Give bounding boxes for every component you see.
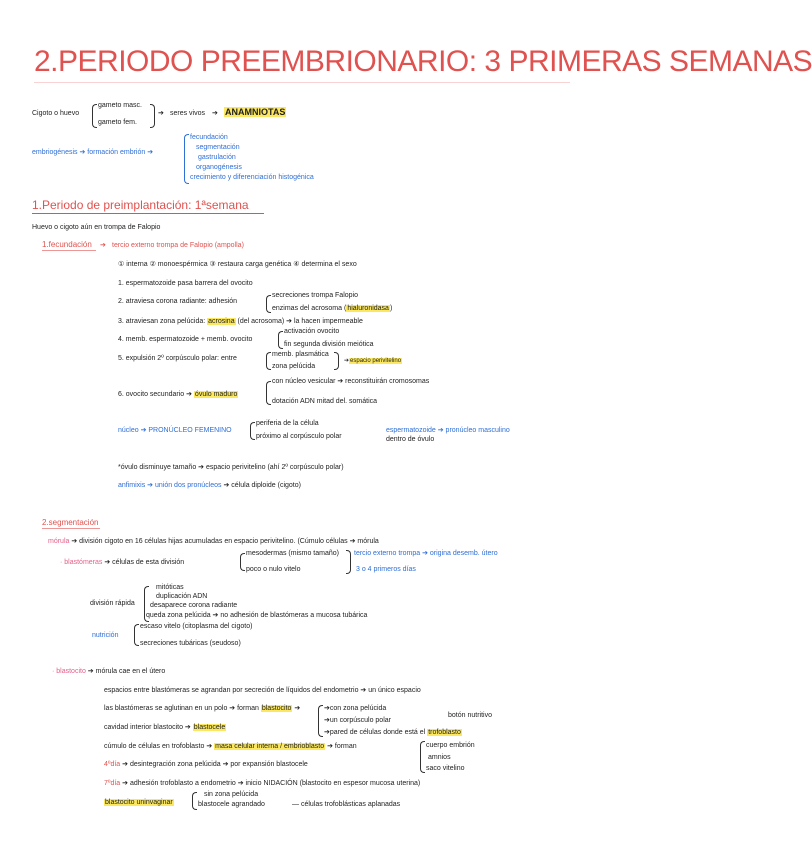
celulas-trofo: — células trofoblásticas aplanadas	[292, 801, 401, 808]
cigoto-brace	[92, 104, 97, 128]
section1-subtitle: Huevo o cigoto aún en trompa de Falopio	[32, 224, 161, 231]
step4-brace	[278, 331, 283, 349]
blast-days: 3 o 4 primeros días	[356, 566, 416, 573]
seres-vivos: seres vivos	[170, 110, 206, 117]
cigoto-label: Cigoto o huevo	[32, 110, 80, 117]
blast-brace	[240, 553, 245, 571]
blast-uninvaginar: blastocito uninvaginar	[105, 799, 173, 806]
fec-step4: 4. memb. espermatozoide + memb. ovocito	[118, 336, 253, 343]
b4-d: saco vitelino	[426, 765, 465, 772]
fec-location: tercio externo trompa de Falopio (ampolla)	[112, 242, 244, 249]
step-gastrulacion: gastrulación	[198, 154, 236, 161]
gametos-brace	[150, 104, 155, 128]
division-c: desaparece corona radiante	[150, 602, 238, 609]
step5-hl: ➔espacio perivitelino	[344, 358, 402, 364]
step-crecimiento: crecimiento y diferenciación histogénica	[190, 174, 314, 181]
anamniotas: ANAMNIOTAS	[225, 107, 286, 117]
b2-brace	[318, 705, 323, 737]
blastocito-b3: cavidad interior blastocito ➔ blastocele	[104, 724, 226, 731]
division-a: mitóticas	[156, 584, 184, 591]
sin-zona: sin zona pelúcida	[204, 791, 259, 798]
b4-a: botón nutritivo	[448, 712, 492, 719]
ovulo-disminuye: *óvulo disminuye tamaño ➔ espacio perivitelino (ahí 2º corpúsculo polar)	[118, 464, 344, 471]
step5-brace	[266, 352, 271, 370]
embriogenesis-label: embriogénesis ➔ formación embrión ➔	[32, 149, 154, 156]
step5-b: zona pelúcida	[272, 363, 316, 370]
step5-brace-right	[334, 352, 339, 370]
step-organogenesis: organogénesis	[196, 164, 242, 171]
blast-a: mesodermas (mismo tamaño)	[246, 550, 339, 557]
section2-heading: 2.segmentación	[42, 518, 99, 527]
step5-a: memb. plasmática	[272, 351, 329, 358]
dentro-ovulo: dentro de óvulo	[386, 436, 435, 443]
step2-a: secreciones trompa Falopio	[272, 292, 358, 299]
step-segmentacion: segmentación	[196, 144, 240, 151]
blastocito-b1: espacios entre blastómeras se agrandan por secreción de líquidos del endometrio ➔ un único espacio	[104, 687, 421, 694]
fecundacion-underline	[42, 250, 96, 251]
b2-c: ➔pared de células donde está el trofoblasto	[324, 729, 461, 736]
morula: mórula ➔ división cigoto en 16 células hijas acumuladas en espacio perivitelino. (Cúmulo células ➔ mórula	[48, 538, 379, 545]
step6-b: dotación ADN mitad del. somática	[272, 398, 378, 405]
nutricion: nutrición	[92, 632, 119, 639]
pronucleo-brace	[250, 422, 255, 440]
fec-step5: 5. expulsión 2º corpúsculo polar: entre	[118, 355, 237, 362]
dia7: 7ºdía ➔ adhesión trofoblasto a endometrio ➔ inicio NIDACIÓN (blastocito en espesor mucosa uterina)	[104, 780, 421, 787]
arrow-icon: ➔	[100, 242, 106, 249]
b4-brace	[420, 741, 425, 773]
uninvaginar-brace	[192, 792, 197, 810]
section2-underline	[42, 528, 100, 529]
step4-a: activación ovocito	[284, 328, 340, 335]
step6-brace	[266, 381, 271, 405]
pronucleo-femenino: núcleo ➔ PRONÚCLEO FEMENINO	[118, 427, 232, 434]
blast-right: tercio externo trompa ➔ origina desemb. útero	[354, 550, 498, 557]
step4-b: fin segunda división meiótica	[284, 341, 374, 348]
fec-step6: 6. ovocito secundario ➔ óvulo maduro	[118, 391, 238, 398]
step-fecundacion: fecundación	[190, 134, 228, 141]
fec-step1: 1. espermatozoide pasa barrera del ovocito	[118, 280, 253, 287]
gameto-fem: gameto fem.	[98, 119, 137, 126]
arrow-icon: ➔	[158, 110, 164, 117]
fecundacion-heading: 1.fecundación	[42, 240, 92, 249]
blast-b: poco o nulo vitelo	[246, 566, 301, 573]
nutricion-b: secreciones tubáricas (seudoso)	[140, 640, 241, 647]
embriogenesis-brace	[184, 134, 189, 184]
division-d: queda zona pelúcida ➔ no adhesión de blastómeras a mucosa tubárica	[146, 612, 368, 619]
title-underline	[34, 82, 570, 83]
step2-b: enzimas del acrosoma (hialuronidasa)	[272, 305, 393, 312]
b4-c: amnios	[428, 754, 451, 761]
division-b: duplicación ADN	[156, 593, 208, 600]
blastocito-b2: las blastómeras se aglutinan en un polo ➔ forman blastocito ➔	[104, 705, 301, 712]
blastocito-b4: cúmulo de células en trofoblasto ➔ masa celular interna / embrioblasto ➔ forman	[104, 743, 357, 750]
blastocele-agrandado: blastocele agrandado	[198, 801, 265, 808]
page-title	[34, 44, 812, 80]
fec-step3: 3. atraviesan zona pelúcida: acrosina (del acrosoma) ➔ la hacen impermeable	[118, 318, 363, 325]
nutricion-brace	[134, 624, 139, 646]
blast-brace-right	[346, 550, 351, 574]
blastocito: · blastocito ➔ mórula cae en el útero	[52, 668, 166, 675]
section1-heading: 1.Periodo de preimplantación: 1ªsemana	[32, 198, 249, 212]
fec-types: ① interna ② monoespérmica ③ restaura carga genética ④ determina el sexo	[118, 261, 357, 268]
pronucleo-b: próximo al corpúsculo polar	[256, 433, 342, 440]
b4-b: cuerpo embrión	[426, 742, 475, 749]
gameto-masc: gameto masc.	[98, 102, 142, 109]
b2-a: ➔con zona pelúcida	[324, 705, 387, 712]
fec-step2: 2. atraviesa corona radiante: adhesión	[118, 298, 238, 305]
b2-b: ➔un corpúsculo polar	[324, 717, 391, 724]
title-text: 2.PERIODO PREEMBRIONARIO: 3 PRIMERAS SEMANAS	[34, 45, 812, 78]
arrow-icon: ➔	[212, 110, 218, 117]
pronucleo-a: periferia de la célula	[256, 420, 319, 427]
step6-a: con núcleo vesicular ➔ reconstituirán cromosomas	[272, 378, 430, 385]
blastomeras: · blastómeras ➔ células de esta división	[60, 559, 185, 566]
pronucleo-masculino: espermatozoide ➔ pronúcleo masculino	[386, 427, 510, 434]
section1-underline	[32, 213, 264, 214]
dia4: 4ºdía ➔ desintegración zona pelúcida ➔ por expansión blastocele	[104, 761, 308, 768]
division-rapida: división rápida	[90, 600, 135, 607]
nutricion-a: escaso vitelo (citoplasma del cigoto)	[140, 623, 253, 630]
step2-brace	[266, 295, 271, 313]
anfimixis: anfimixis ➔ unión dos pronúcleos ➔ célula diploide (cigoto)	[118, 482, 301, 489]
